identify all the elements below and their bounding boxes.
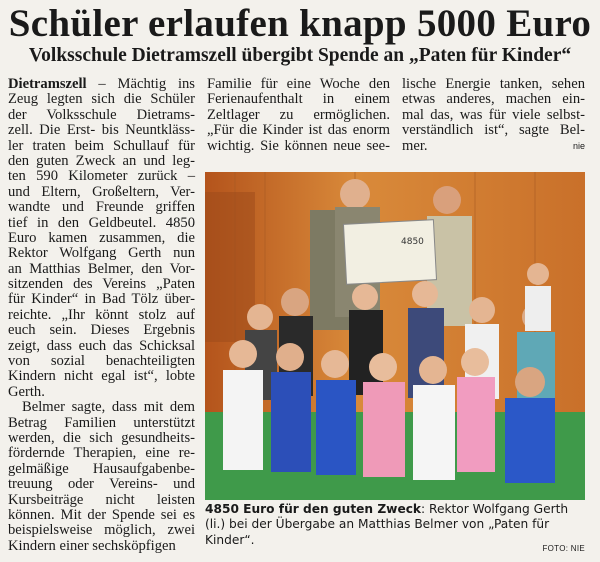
article-line (8, 200, 195, 215)
article-line (402, 123, 585, 138)
article-line-text: sitzenden des Vereins „Paten (8, 276, 195, 293)
cheque-amount: 4850 (401, 237, 424, 247)
article-line-text: von sozial benachteiligten (8, 353, 195, 370)
article-line-text: Betrag Familien unterstützt (8, 414, 195, 431)
article-line-text: Kindern einer sechsköpfigen (8, 537, 176, 554)
article-line (8, 123, 195, 138)
article-line (8, 308, 195, 323)
article-line-text: und Eltern, Großeltern, Ver- (8, 183, 195, 200)
article-line (402, 108, 585, 123)
article-line-text: an Matthias Belmer, den Vor- (8, 260, 195, 277)
article-line-text: Ferienaufenthalt in einem (207, 91, 390, 108)
article-line-text: mer. (402, 137, 428, 154)
article-line-text: euch sein. Dieses Ergebnis (8, 322, 195, 339)
article-line (8, 354, 195, 369)
article-line-text: zell. Die Erst- bis Neuntkläss- (8, 122, 195, 139)
article-line-text: gelmäßige Hausaufgabenbe- (8, 460, 195, 477)
article-line (402, 77, 585, 92)
article-line (207, 139, 390, 154)
article-line (8, 277, 195, 292)
caption-bold: 4850 Euro für den guten Zweck (205, 502, 422, 516)
dateline: Dietramszell (8, 76, 87, 92)
article-line (8, 231, 195, 246)
article-line-text: können. Mit der Spende sei es (8, 506, 195, 523)
article-line-text: fördernde Therapien, eine re- (8, 445, 195, 462)
article-line-text: wichtig. Sie können neue see- (207, 137, 390, 154)
article-line-text: Zeug legten sich die Schüler (8, 91, 195, 108)
article-line-text: beispielsweise möglich, zwei (8, 522, 195, 539)
article-line-text: für Kinder“ in Bad Tölz über- (8, 291, 195, 308)
article-column-3 (402, 77, 585, 154)
author-initials: nie (572, 140, 585, 151)
photo-credit: FOTO: NIE (542, 544, 585, 553)
article-line (402, 92, 585, 107)
article-line (8, 154, 195, 169)
article-line (8, 216, 195, 231)
article-line-text: Gerth. (8, 383, 45, 400)
article-line-text: verständlich ist“, sagte Bel- (402, 122, 585, 139)
article-line-text: werden, die sich gesundheits- (8, 429, 195, 446)
caption-text: : Rektor Wolfgang Gerth (li.) bei der Übergabe an Matthias Belmer von „Paten für Kinder“. (205, 502, 569, 547)
article-line-text: ler traten beim Schullauf für (8, 137, 195, 154)
headline: Schüler erlaufen knapp 5000 Euro (8, 2, 592, 45)
article-line (207, 77, 390, 92)
photo-cheque-handover (205, 172, 585, 500)
article-line (8, 339, 195, 354)
article-line (8, 77, 195, 92)
article-line-text: Zeltlager zu ermöglichen. (207, 106, 390, 123)
article-line-text: zeigt, dass euch das Schicksal (8, 337, 195, 354)
article-line (8, 139, 195, 154)
article-line (8, 292, 195, 307)
photo-caption (205, 502, 585, 548)
article-line (8, 477, 195, 492)
article-line (8, 493, 195, 508)
article-line-text: der Volksschule Dietrams- (8, 106, 195, 123)
article-line-text: Familie für eine Woche den (207, 76, 390, 92)
cheque (343, 220, 436, 285)
article-line (207, 123, 390, 138)
article-line (8, 185, 195, 200)
subheadline: Volksschule Dietramszell übergibt Spende an „Paten für Kinder“ (28, 45, 572, 66)
article-line-text: – Mächtig ins (86, 76, 195, 92)
article-line (207, 108, 390, 123)
article-line-text: Kindern nicht egal ist“, lobte (8, 368, 195, 385)
article-line (8, 446, 195, 461)
article-line-text: Belmer sagte, dass mit dem (22, 399, 195, 416)
article-line (8, 246, 195, 261)
article-line (8, 385, 195, 400)
article-line (8, 508, 195, 523)
article-line-text: den guten Zweck an und leg- (8, 152, 195, 169)
article-line-text: wandte und Freunde griffen (8, 199, 195, 216)
article-line (8, 262, 195, 277)
article-line-text: etwas anderes, machen ein- (402, 91, 585, 108)
article-line-text: lische Energie tanken, sehen (402, 76, 585, 92)
article-line-text: „Für die Kinder ist das enorm (207, 122, 390, 139)
article-line-text: Euro kamen zusammen, die (8, 229, 195, 246)
article-line (8, 431, 195, 446)
article-line (207, 92, 390, 107)
article-column-2 (207, 77, 390, 154)
article-line-text: tief in den Geldbeutel. 4850 (8, 214, 195, 231)
article-column-1 (8, 77, 195, 554)
article-line (8, 92, 195, 107)
article-line (8, 323, 195, 338)
article-line (402, 139, 585, 154)
article-line (8, 523, 195, 538)
article-line-text: treuung oder Vereins- und (8, 476, 195, 493)
article-line (8, 169, 195, 184)
article-line-text: ten 590 Kilometer zurück – (8, 168, 195, 185)
article-line (8, 369, 195, 384)
article-line (8, 416, 195, 431)
article-line-text: Rektor Wolfgang Gerth nun (8, 245, 195, 262)
article-line (8, 462, 195, 477)
article-line-text: reichte. „Ihr könnt stolz auf (8, 306, 195, 323)
article-line (8, 108, 195, 123)
article-line-text: mal das, was für viele selbst- (402, 106, 585, 123)
article-line (8, 400, 195, 415)
article-line-text: Kursbeiträge nicht leisten (8, 491, 195, 508)
article-line (8, 539, 195, 554)
